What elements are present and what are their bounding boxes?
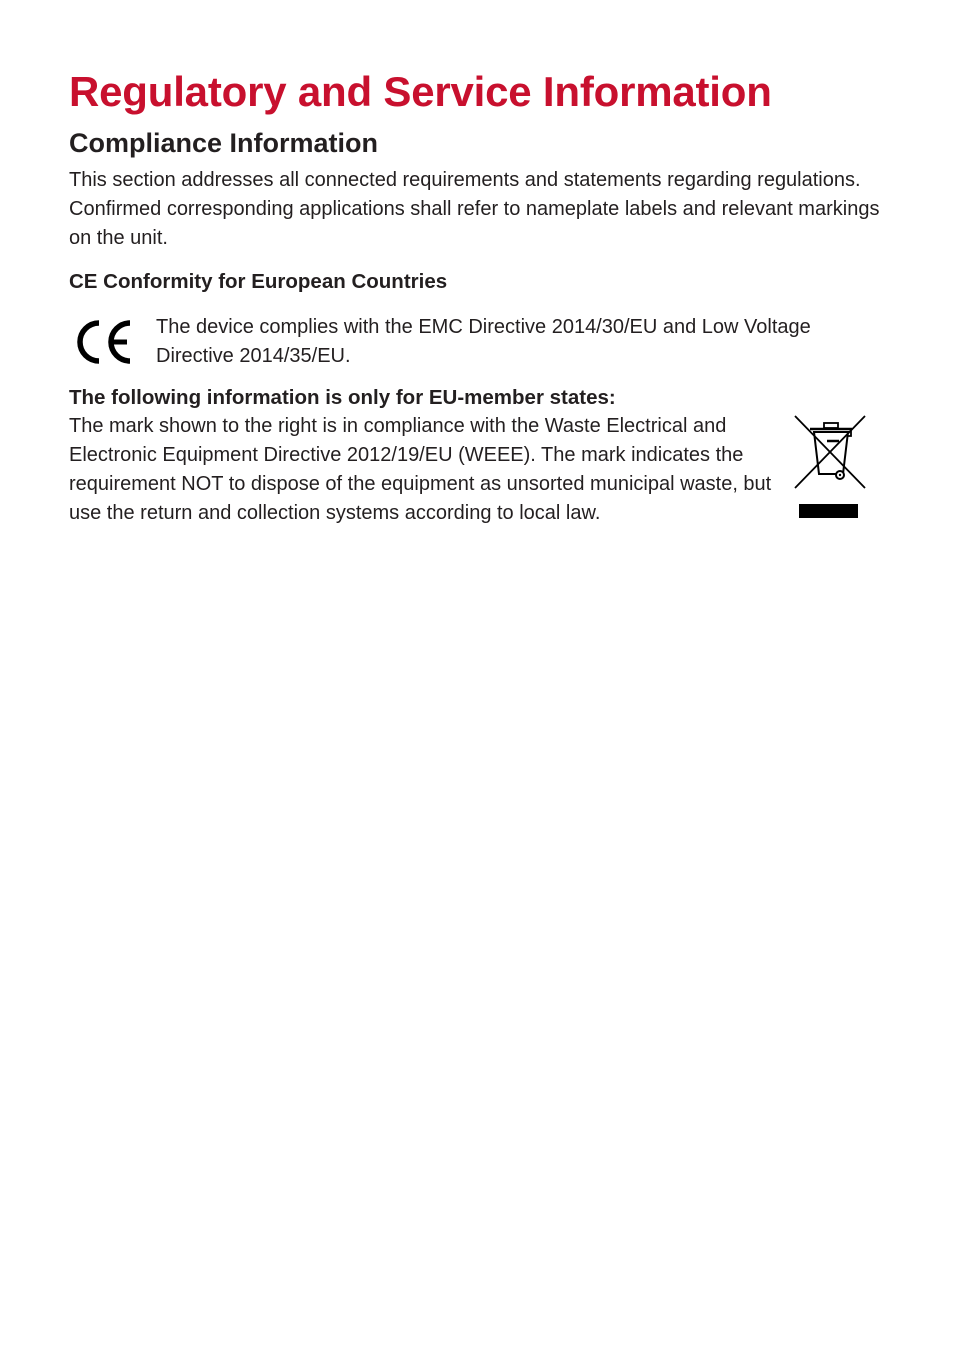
ce-heading: CE Conformity for European Countries: [69, 270, 448, 293]
weee-paragraph: The mark shown to the right is in compliance with the Waste Electrical and Electronic Equipment Directive 2012/19/EU (WEEE). The mark indicates the requirement NOT to dispose of the equipment as unsorted municipal waste, but use the return and collection systems according to local law.: [69, 415, 772, 524]
section-title: Compliance Information: [69, 128, 379, 158]
intro-paragraph: This section addresses all connected requirements and statements regarding regulations. Confirmed corresponding applications shall refer to nameplate labels and relevant markings on the unit.: [69, 169, 880, 249]
weee-row: [69, 412, 889, 528]
ce-conformity-row: [69, 313, 889, 371]
ce-compliance-text: The device complies with the EMC Directive 2014/30/EU and Low Voltage Directive 2014/35/EU.: [156, 316, 811, 367]
document-page: [69, 64, 889, 528]
crossed-out-wheelie-bin-icon: [793, 414, 869, 520]
eu-member-heading: The following information is only for EU-member states:: [69, 386, 616, 409]
ce-mark-icon: [69, 313, 156, 371]
page-title: Regulatory and Service Information: [69, 68, 772, 115]
